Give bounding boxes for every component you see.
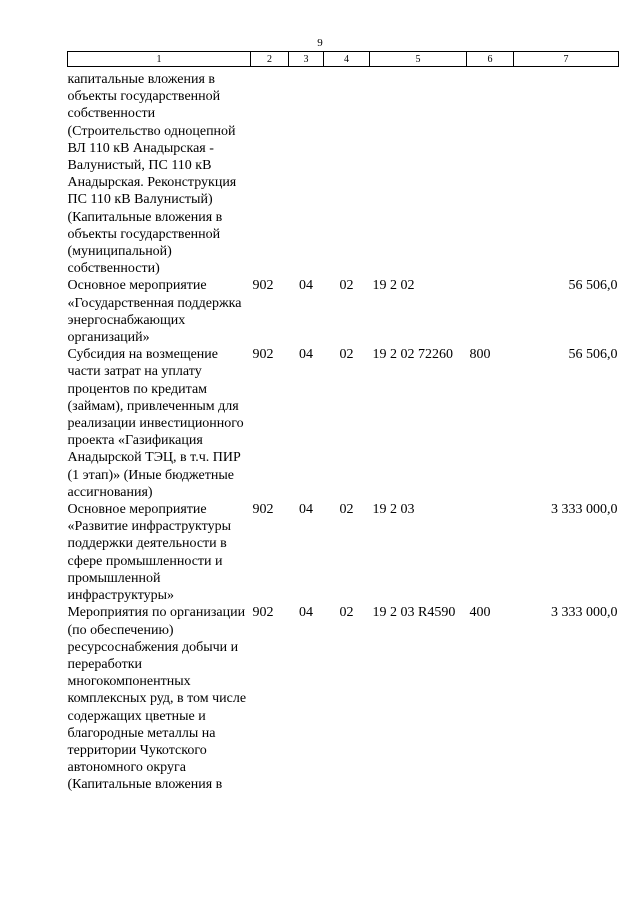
row-expense-type	[467, 277, 514, 346]
row-ministry-code: 902	[252, 278, 274, 294]
row-ministry-code: 902	[252, 502, 274, 518]
table-row	[68, 604, 619, 793]
row-expense-type	[467, 501, 514, 604]
column-header-1: 1	[68, 52, 251, 67]
row-amount	[514, 67, 619, 278]
table-row	[68, 346, 619, 501]
column-header-2: 2	[251, 52, 289, 67]
row-target-article: 19 2 02	[372, 278, 415, 294]
column-numbers-row	[68, 52, 619, 67]
row-section: 04	[299, 502, 313, 518]
row-ministry-code	[251, 67, 289, 278]
table-header	[68, 52, 619, 67]
column-header-5: 5	[370, 52, 467, 67]
column-header-7: 7	[514, 52, 619, 67]
table-body	[68, 67, 619, 794]
row-ministry-code: 902	[252, 347, 274, 363]
row-target-article	[370, 67, 467, 278]
row-name: Основное мероприятие «Развитие инфраструктуры поддержки деятельности в сфере промышленности и промышленной инфраструктуры»	[67, 502, 232, 604]
budget-table	[67, 51, 619, 794]
row-subsection: 02	[339, 502, 354, 518]
row-expense-type	[467, 67, 514, 278]
row-subsection: 02	[339, 605, 354, 621]
table-row	[68, 67, 619, 278]
table-row	[68, 277, 619, 346]
row-target-article: 19 2 03 R4590	[372, 605, 456, 621]
row-subsection	[324, 67, 370, 278]
row-ministry-code: 902	[252, 605, 274, 621]
row-amount: 56 506,0	[568, 278, 618, 294]
row-amount: 3 333 000,0	[551, 502, 618, 518]
row-subsection: 02	[339, 347, 354, 363]
row-subsection: 02	[339, 278, 354, 294]
column-header-4: 4	[324, 52, 370, 67]
row-target-article: 19 2 03	[372, 502, 415, 518]
row-name: капитальные вложения в объекты государственной собственности (Строительство одноцепной ВЛ 110 кВ Анадырская - Валунистый, ПС 110 кВ Анадырская. Реконструкция ПС 110 кВ Валунистый) (Капитальные вложения в объекты государственной (муниципальной) собственности)	[67, 72, 237, 277]
row-target-article: 19 2 02 72260	[372, 347, 453, 363]
column-header-3: 3	[289, 52, 324, 67]
row-expense-type: 800	[469, 347, 491, 363]
row-name: Субсидия на возмещение части затрат на уплату процентов по кредитам (займам), привлеченным для реализации инвестиционного проекта «Газификация Анадырской ТЭЦ, в т.ч. ПИР (1 этап)» (Иные бюджетные ассигнования)	[67, 347, 244, 500]
row-section: 04	[299, 605, 313, 621]
row-name: Мероприятия по организации (по обеспечению) ресурсоснабжения добычи и переработки многокомпонентных комплексных руд, в том числе содержащих цветные и благородные металлы на территории Чукотского автономного округа (Капитальные вложения в	[67, 605, 247, 793]
row-amount: 3 333 000,0	[551, 605, 618, 621]
row-section	[289, 67, 324, 278]
column-header-6: 6	[467, 52, 514, 67]
row-amount: 56 506,0	[568, 347, 618, 363]
page-number: 9	[317, 37, 323, 49]
row-section: 04	[299, 347, 313, 363]
row-section: 04	[299, 278, 313, 294]
row-expense-type: 400	[469, 605, 491, 621]
table-row	[68, 501, 619, 604]
row-name: Основное мероприятие «Государственная поддержка энергоснабжающих организаций»	[67, 278, 242, 346]
